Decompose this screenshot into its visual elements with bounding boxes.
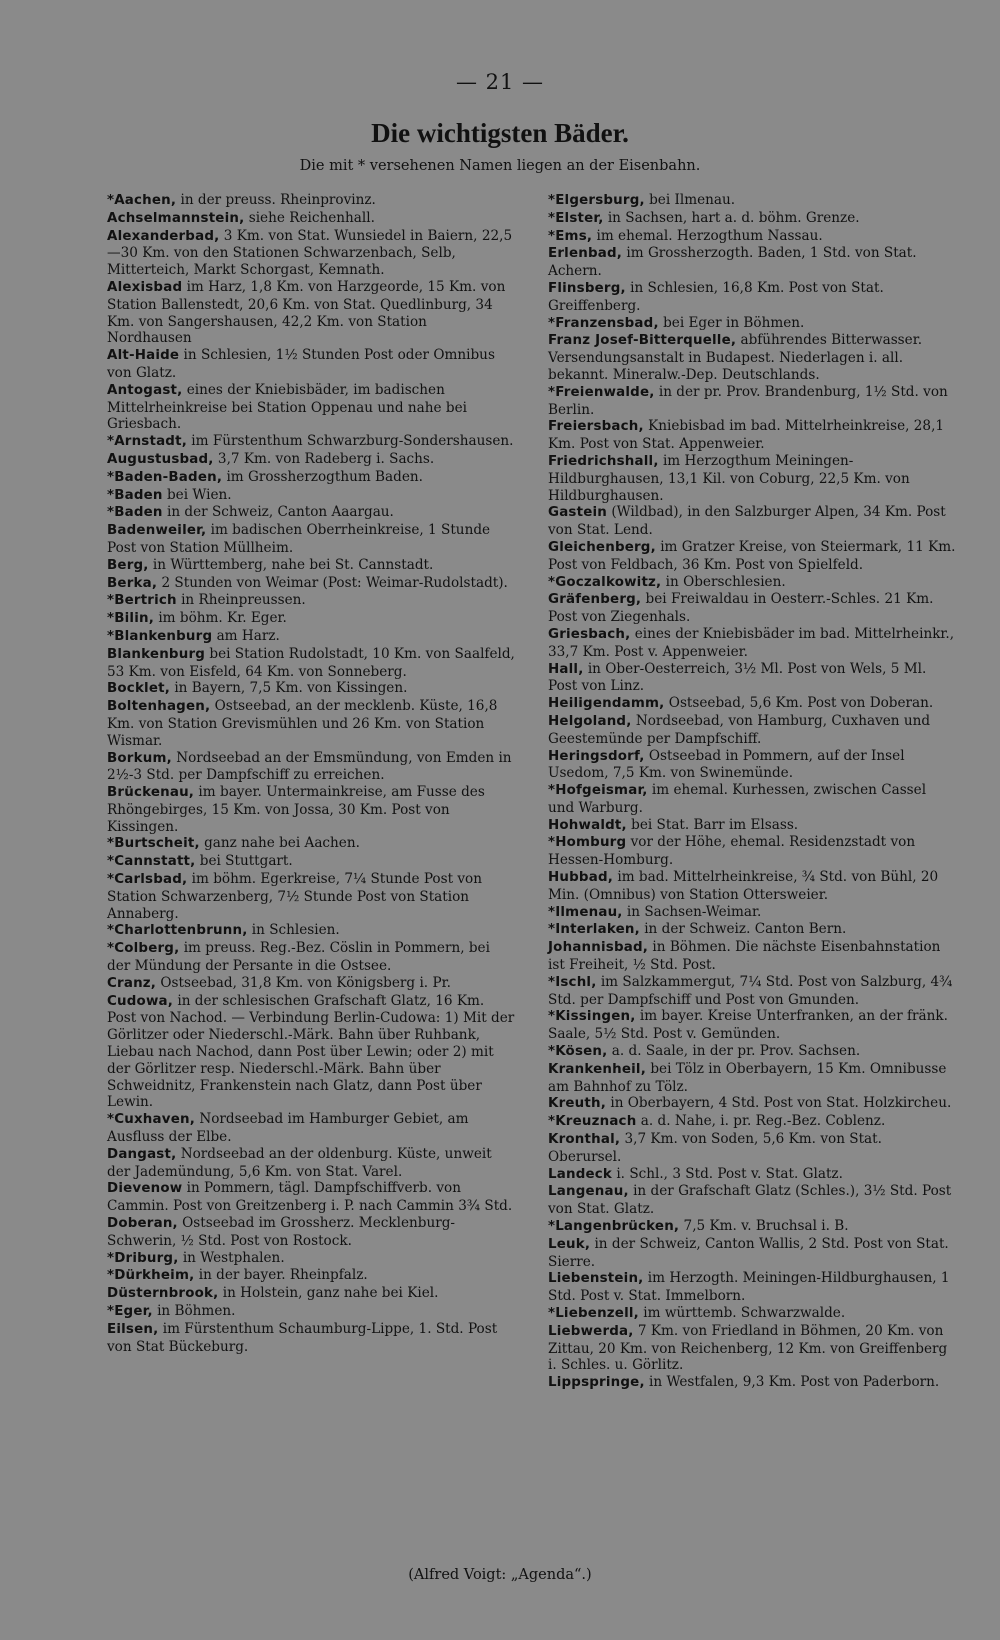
- spa-entry: [107, 922, 515, 940]
- spa-description: in der Schweiz, Canton Aaargau.: [162, 504, 394, 521]
- spa-name: Liebenstein,: [548, 1271, 644, 1287]
- spa-entry: [107, 940, 515, 975]
- spa-description: in Holstein, ganz nahe bei Kiel.: [218, 1285, 439, 1302]
- spa-entry: [107, 784, 515, 835]
- spa-description: im böhm. Kr. Eger.: [154, 610, 287, 627]
- spa-description: in Oberbayern, 4 Std. Post von Stat. Holzkircheu.: [606, 1095, 952, 1112]
- spa-entry: [107, 610, 515, 628]
- spa-entry: [107, 1180, 515, 1215]
- spa-name: Griesbach,: [548, 626, 631, 642]
- page-subtitle: Die mit * versehenen Namen liegen an der Eisenbahn.: [299, 158, 701, 174]
- spa-name: Gleichenberg,: [548, 539, 656, 555]
- spa-description: 3 Km. von Stat. Wunsiedel in Baiern, 22,5—30 Km. von den Stationen Schwarzenbach, Selb, Mitterteich, Markt Schorgast, Kemnath.: [107, 227, 513, 279]
- spa-name: Flinsberg,: [548, 280, 626, 296]
- spa-name: *Freienwalde,: [548, 384, 655, 400]
- spa-description: in der bayer. Rheinpfalz.: [194, 1267, 368, 1284]
- spa-entry: [548, 504, 956, 539]
- spa-name: Heringsdorf,: [548, 748, 645, 764]
- spa-name: Cudowa,: [107, 993, 174, 1009]
- spa-entry: [548, 228, 956, 246]
- spa-entry: [107, 628, 515, 646]
- spa-name: *Ilmenau,: [548, 904, 623, 920]
- spa-entry: [107, 592, 515, 610]
- spa-description: Nordseebad, von Hamburg, Cuxhaven und Geestemünde per Dampfschiff.: [548, 712, 931, 747]
- spa-description: eines der Kniebisbäder im bad. Mittelrheinkr., 33,7 Km. Post v. Appenweier.: [548, 625, 955, 660]
- spa-description: im Grossherzogth. Baden, 1 Std. von Stat. Achern.: [548, 245, 917, 280]
- spa-description: im ehemal. Kurhessen, zwischen Cassel und Warburg.: [548, 782, 927, 816]
- spa-description: im Fürstenthum Schaumburg-Lippe, 1. Std. Post von Stat Bückeburg.: [107, 1320, 498, 1355]
- spa-description: im Herzogthum Meiningen-Hildburghausen, 13,1 Kil. von Coburg, 22,5 Km. von Hildburghausen.: [548, 452, 910, 504]
- spa-name: Krankenheil,: [548, 1061, 646, 1077]
- spa-name: Cranz,: [107, 975, 157, 991]
- spa-entry: [107, 210, 515, 228]
- spa-name: *Colberg,: [107, 941, 180, 957]
- spa-entry: [107, 347, 515, 382]
- spa-name: *Kissingen,: [548, 1009, 636, 1025]
- spa-description: vor der Höhe, ehemal. Residenzstadt von Hessen-Homburg.: [548, 834, 916, 869]
- spa-entry: [107, 382, 515, 433]
- spa-description: siehe Reichenhall.: [244, 209, 375, 226]
- spa-name: *Bertrich: [107, 593, 177, 609]
- spa-entry: [548, 1131, 956, 1166]
- spa-description: im ehemal. Herzogthum Nassau.: [592, 227, 823, 244]
- spa-entry: [548, 904, 956, 922]
- spa-name: Berg,: [107, 557, 149, 573]
- spa-name: Gräfenberg,: [548, 592, 642, 608]
- spa-name: Blankenburg: [107, 646, 206, 662]
- spa-name: Hohwaldt,: [548, 817, 627, 833]
- spa-entry: [107, 993, 515, 1112]
- spa-entry: [107, 698, 515, 749]
- spa-name: Kronthal,: [548, 1132, 621, 1148]
- spa-name: Freiersbach,: [548, 419, 644, 435]
- left-column: [107, 192, 515, 1355]
- spa-name: Dievenow: [107, 1181, 183, 1197]
- spa-description: bei Wien.: [162, 486, 232, 503]
- spa-name: Gastein: [548, 505, 608, 521]
- spa-entry: [107, 1215, 515, 1250]
- spa-entry: [107, 1321, 515, 1356]
- spa-name: Berka,: [107, 575, 158, 591]
- spa-entry: [548, 695, 956, 713]
- spa-name: *Kösen,: [548, 1044, 608, 1060]
- spa-entry: [107, 871, 515, 922]
- spa-description: in der Schweiz. Canton Bern.: [639, 921, 847, 938]
- spa-entry: [548, 591, 956, 626]
- spa-entry: [107, 557, 515, 575]
- spa-description: im preuss. Reg.-Bez. Cöslin in Pommern, bei der Mündung der Persante in die Ostsee.: [107, 940, 490, 975]
- spa-description: im Gratzer Kreise, von Steiermark, 11 Km. Post von Feldbach, 36 Km. Post von Spielfeld.: [548, 538, 956, 573]
- spa-entry: [548, 817, 956, 835]
- spa-name: *Franzensbad,: [548, 315, 659, 331]
- spa-entry: [548, 418, 956, 453]
- spa-entry: [107, 228, 515, 279]
- spa-name: *Kreuznach: [548, 1114, 637, 1130]
- spa-entry: [107, 487, 515, 505]
- spa-description: bei Ilmenau.: [644, 192, 736, 208]
- spa-description: in Westphalen.: [178, 1249, 285, 1266]
- spa-description: bei Eger in Böhmen.: [658, 314, 805, 331]
- spa-name: Friedrichshall,: [548, 453, 659, 469]
- spa-name: Helgoland,: [548, 713, 632, 729]
- spa-name: Augustusbad,: [107, 451, 214, 467]
- spa-name: *Elster,: [548, 210, 604, 226]
- spa-description: Nordseebad an der Emsmündung, von Emden in 2½-3 Std. per Dampfschiff zu erreichen.: [107, 749, 512, 784]
- spa-description: Ostseebad, 5,6 Km. Post von Doberan.: [664, 695, 934, 712]
- spa-description: 3,7 Km. von Soden, 5,6 Km. von Stat. Oberursel.: [548, 1131, 882, 1165]
- spa-entry: [107, 433, 515, 451]
- spa-entry: [107, 279, 515, 347]
- spa-entry: [548, 1323, 956, 1374]
- spa-entry: [548, 1236, 956, 1271]
- spa-name: *Baden: [107, 487, 163, 503]
- spa-description: in Ober-Oesterreich, 3½ Ml. Post von Wels, 5 Ml. Post von Linz.: [548, 660, 927, 695]
- spa-description: im böhm. Egerkreise, 7¼ Stunde Post von Station Schwarzenberg, 7½ Stunde Post von Station Annaberg.: [107, 871, 482, 922]
- spa-name: *Driburg,: [107, 1250, 179, 1266]
- spa-entry: [107, 451, 515, 469]
- spa-name: *Carlsbad,: [107, 872, 188, 888]
- spa-description: a. d. Saale, in der pr. Prov. Sachsen.: [607, 1043, 861, 1060]
- spa-description: Nordseebad an der oldenburg. Küste, unweit der Jademündung, 5,6 Km. von Stat. Varel.: [107, 1145, 492, 1180]
- spa-entry: [107, 835, 515, 853]
- spa-name: Borkum,: [107, 750, 172, 766]
- spa-description: im Herzogth. Meiningen-Hildburghausen, 1 Std. Post v. Stat. Immelborn.: [548, 1270, 950, 1305]
- spa-description: (Wildbad), in den Salzburger Alpen, 34 Km. Post von Stat. Lend.: [548, 504, 946, 539]
- spa-name: Brückenau,: [107, 785, 195, 801]
- spa-description: im Harz, 1,8 Km. von Harzgeorde, 15 Km. von Station Ballenstedt, 20,6 Km. von Stat. Quedlinburg, 34 Km. von Sangershausen, 42,2 Km. von Station Nordhausen: [107, 278, 506, 347]
- spa-description: bei Tölz in Oberbayern, 15 Km. Omnibusse am Bahnhof zu Tölz.: [548, 1060, 947, 1095]
- spa-description: in Schlesien, 16,8 Km. Post von Stat. Greiffenberg.: [548, 279, 884, 314]
- spa-entry: [548, 1008, 956, 1043]
- spa-entry: [548, 782, 956, 817]
- spa-name: Doberan,: [107, 1216, 178, 1232]
- spa-description: in Schlesien, 1½ Stunden Post oder Omnibus von Glatz.: [107, 347, 495, 381]
- spa-entry: [107, 975, 515, 993]
- spa-description: am Harz.: [212, 627, 280, 644]
- spa-description: im bad. Mittelrheinkreise, ¾ Std. von Bühl, 20 Min. (Omnibus) von Station Ottersweier.: [548, 869, 939, 903]
- spa-entry: [548, 384, 956, 419]
- spa-name: Antogast,: [107, 382, 183, 398]
- spa-description: in der pr. Prov. Brandenburg, 1½ Std. von Berlin.: [548, 383, 948, 418]
- spa-name: Kreuth,: [548, 1096, 607, 1112]
- spa-name: Alexisbad: [107, 279, 183, 295]
- page-number: — 21 —: [455, 70, 545, 94]
- spa-entry: [548, 332, 956, 383]
- spa-description: in Schlesien.: [247, 922, 340, 939]
- spa-entry: [548, 245, 956, 280]
- spa-description: abführendes Bitterwasser. Versendungsanstalt in Budapest. Niederlagen i. all. bekannt. Mineralw.-Dep. Deutschlands.: [548, 332, 923, 383]
- spa-name: Bocklet,: [107, 681, 171, 697]
- spa-entry: [107, 1111, 515, 1146]
- spa-entry: [548, 1061, 956, 1096]
- spa-description: 2 Stunden von Weimar (Post: Weimar-Rudolstadt).: [157, 574, 508, 591]
- spa-name: Landeck: [548, 1166, 613, 1182]
- spa-description: im Salzkammergut, 7¼ Std. Post von Salzburg, 4¾ Std. per Dampfschiff und Post von Gmunden.: [548, 973, 953, 1008]
- spa-entry: [548, 210, 956, 228]
- spa-entry: [548, 1113, 956, 1131]
- spa-name: *Hofgeismar,: [548, 783, 648, 799]
- spa-name: Düsternbrook,: [107, 1286, 219, 1302]
- spa-description: in der Grafschaft Glatz (Schles.), 3½ Std. Post von Stat. Glatz.: [548, 1183, 952, 1218]
- spa-name: *Elgersburg,: [548, 193, 645, 208]
- spa-entry: [548, 939, 956, 974]
- spa-entry: [107, 192, 515, 210]
- spa-entry: [107, 853, 515, 871]
- spa-name: Eilsen,: [107, 1321, 159, 1337]
- spa-entry: [107, 1146, 515, 1181]
- spa-name: *Goczalkowitz,: [548, 574, 662, 590]
- spa-description: im Fürstenthum Schwarzburg-Sondershausen.: [186, 433, 514, 450]
- spa-entry: [548, 974, 956, 1009]
- spa-description: Nordseebad im Hamburger Gebiet, am Ausfluss der Elbe.: [107, 1111, 469, 1146]
- spa-name: *Baden: [107, 505, 163, 521]
- spa-entry: [548, 1270, 956, 1305]
- page-title: Die wichtigsten Bäder.: [371, 118, 629, 148]
- spa-name: *Cannstatt,: [107, 854, 196, 870]
- spa-name: *Arnstadt,: [107, 434, 187, 450]
- spa-name: Lippspringe,: [548, 1375, 645, 1391]
- spa-entry: [548, 1183, 956, 1218]
- spa-name: Achselmannstein,: [107, 210, 245, 226]
- spa-description: in Oberschlesien.: [661, 573, 786, 590]
- spa-entry: [548, 574, 956, 592]
- spa-entry: [548, 1218, 956, 1236]
- spa-description: Ostseebad in Pommern, auf der Insel Usedom, 7,5 Km. von Swinemünde.: [548, 747, 905, 782]
- spa-name: Badenweiler,: [107, 523, 207, 539]
- spa-name: *Burtscheit,: [107, 836, 200, 852]
- spa-entry: [548, 1305, 956, 1323]
- spa-description: in Böhmen. Die nächste Eisenbahnstation ist Freiheit, ½ Std. Post.: [548, 939, 941, 974]
- spa-description: in Böhmen.: [152, 1303, 236, 1319]
- spa-description: in der Schweiz, Canton Wallis, 2 Std. Post von Stat. Sierre.: [548, 1235, 949, 1270]
- spa-name: *Liebenzell,: [548, 1306, 639, 1321]
- spa-entry: [107, 1285, 515, 1303]
- spa-name: Hubbad,: [548, 870, 614, 886]
- spa-name: Alt-Haide: [107, 348, 180, 364]
- spa-entry: [548, 713, 956, 748]
- spa-entry: [107, 750, 515, 785]
- spa-name: Liebwerda,: [548, 1323, 634, 1339]
- spa-entry: [548, 1374, 956, 1392]
- spa-entry: [548, 869, 956, 904]
- spa-description: 3,7 Km. von Radeberg i. Sachs.: [213, 450, 435, 467]
- spa-entry: [107, 646, 515, 681]
- spa-description: in Bayern, 7,5 Km. von Kissingen.: [170, 680, 408, 697]
- spa-name: *Dürkheim,: [107, 1268, 195, 1284]
- right-column: [548, 192, 956, 1392]
- spa-entry: [548, 192, 956, 210]
- spa-entry: [548, 280, 956, 315]
- spa-description: in Rheinpreussen.: [176, 592, 306, 609]
- spa-name: Boltenhagen,: [107, 699, 211, 715]
- spa-name: *Cuxhaven,: [107, 1112, 195, 1128]
- spa-entry: [548, 315, 956, 333]
- spa-name: Hall,: [548, 661, 584, 677]
- spa-description: in Sachsen, hart a. d. böhm. Grenze.: [603, 209, 860, 226]
- spa-name: Alexanderbad,: [107, 228, 220, 244]
- spa-description: 7,5 Km. v. Bruchsal i. B.: [679, 1218, 849, 1235]
- spa-entry: [107, 1250, 515, 1268]
- spa-entry: [107, 504, 515, 522]
- spa-name: *Homburg: [548, 835, 627, 851]
- spa-name: *Bilin,: [107, 611, 154, 627]
- spa-description: bei Station Rudolstadt, 10 Km. von Saalfeld, 53 Km. von Eisfeld, 64 Km. von Sonneberg.: [107, 645, 515, 680]
- spa-description: in Württemberg, nahe bei St. Cannstadt.: [148, 556, 434, 573]
- spa-description: in Sachsen-Weimar.: [622, 903, 762, 920]
- spa-entry: [548, 661, 956, 696]
- spa-name: *Interlaken,: [548, 922, 640, 938]
- spa-name: *Ischl,: [548, 974, 597, 990]
- spa-description: in Pommern, tägl. Dampfschiffverb. von Cammin. Post von Greitzenberg i. P. nach Cammin 3¾ Std.: [107, 1180, 513, 1215]
- spa-description: in Westfalen, 9,3 Km. Post von Paderborn.: [644, 1374, 940, 1391]
- spa-entry: [548, 1043, 956, 1061]
- spa-description: eines der Kniebisbäder, im badischen Mittelrheinkreise bei Station Oppenau und nahe bei Griesbach.: [107, 381, 467, 433]
- spa-description: bei Freiwaldau in Oesterr.-Schles. 21 Km. Post von Ziegenhals.: [548, 591, 934, 626]
- spa-name: *Ems,: [548, 228, 593, 244]
- spa-entry: [548, 1166, 956, 1184]
- spa-name: *Aachen,: [107, 193, 177, 208]
- spa-name: *Blankenburg: [107, 628, 213, 644]
- spa-description: im Grossherzogthum Baden.: [222, 468, 423, 485]
- spa-entry: [107, 469, 515, 487]
- spa-entry: [548, 1095, 956, 1113]
- spa-description: Ostseebad, 31,8 Km. von Königsberg i. Pr.: [156, 974, 451, 991]
- spa-description: bei Stat. Barr im Elsass.: [626, 816, 799, 833]
- spa-description: Ostseebad im Grossherz. Mecklenburg-Schwerin, ½ Std. Post von Rostock.: [107, 1215, 456, 1249]
- spa-entry: [107, 1267, 515, 1285]
- spa-name: Franz Josef-Bitterquelle,: [548, 333, 737, 349]
- spa-name: *Langenbrücken,: [548, 1219, 680, 1235]
- spa-name: Langenau,: [548, 1184, 629, 1200]
- spa-entry: [548, 748, 956, 783]
- spa-name: Erlenbad,: [548, 246, 623, 262]
- spa-name: *Charlottenbrunn,: [107, 923, 248, 939]
- footer-source: (Alfred Voigt: „Agenda“.): [408, 1567, 592, 1583]
- spa-entry: [548, 834, 956, 869]
- spa-name: Heiligendamm,: [548, 696, 665, 712]
- spa-entry: [107, 680, 515, 698]
- spa-description: ganz nahe bei Aachen.: [199, 835, 360, 852]
- spa-description: Kniebisbad im bad. Mittelrheinkreise, 28,1 Km. Post von Stat. Appenweier.: [548, 418, 945, 453]
- spa-description: Ostseebad, an der mecklenb. Küste, 16,8 Km. von Station Grevismühlen und 26 Km. von Station Wismar.: [107, 698, 498, 749]
- spa-description: bei Stuttgart.: [195, 853, 293, 870]
- spa-name: *Eger,: [107, 1304, 153, 1319]
- spa-description: a. d. Nahe, i. pr. Reg.-Bez. Coblenz.: [636, 1113, 886, 1130]
- spa-entry: [548, 921, 956, 939]
- spa-name: Johannisbad,: [548, 940, 649, 956]
- spa-entry: [107, 1303, 515, 1321]
- spa-entry: [548, 626, 956, 661]
- spa-entry: [548, 539, 956, 574]
- spa-description: i. Schl., 3 Std. Post v. Stat. Glatz.: [612, 1165, 843, 1182]
- spa-description: im bayer. Kreise Unterfranken, an der fränk. Saale, 5½ Std. Post v. Gemünden.: [548, 1008, 948, 1043]
- spa-name: Dangast,: [107, 1146, 177, 1162]
- spa-description: in der preuss. Rheinprovinz.: [176, 192, 376, 208]
- spa-description: in der schlesischen Grafschaft Glatz, 16 Km. Post von Nachod. — Verbindung Berlin-Cudowa: 1) Mit der Görlitzer oder Niederschl.-Märk. Bahn über Ruhbank, Liebau nach Nachod, dann Post über Lewin; oder 2) mit der Görlitzer resp. Niederschl.-Märk. Bahn über Schweidnitz, Frankenstein nach Glatz, dann Post über Lewin.: [107, 992, 515, 1111]
- spa-description: 7 Km. von Friedland in Böhmen, 20 Km. von Zittau, 20 Km. von Reichenberg, 12 Km. von Greiffenberg i. Schles. u. Görlitz.: [548, 1322, 948, 1374]
- spa-name: Leuk,: [548, 1236, 591, 1252]
- spa-description: im württemb. Schwarzwalde.: [638, 1305, 846, 1321]
- spa-description: im bayer. Untermainkreise, am Fusse des Rhöngebirges, 15 Km. von Jossa, 30 Km. Post von Kissingen.: [107, 784, 485, 835]
- spa-entry: [107, 575, 515, 593]
- spa-entry: [548, 453, 956, 504]
- spa-name: *Baden-Baden,: [107, 469, 223, 485]
- spa-description: im badischen Oberrheinkreise, 1 Stunde Post von Station Müllheim.: [107, 522, 491, 556]
- spa-entry: [107, 522, 515, 557]
